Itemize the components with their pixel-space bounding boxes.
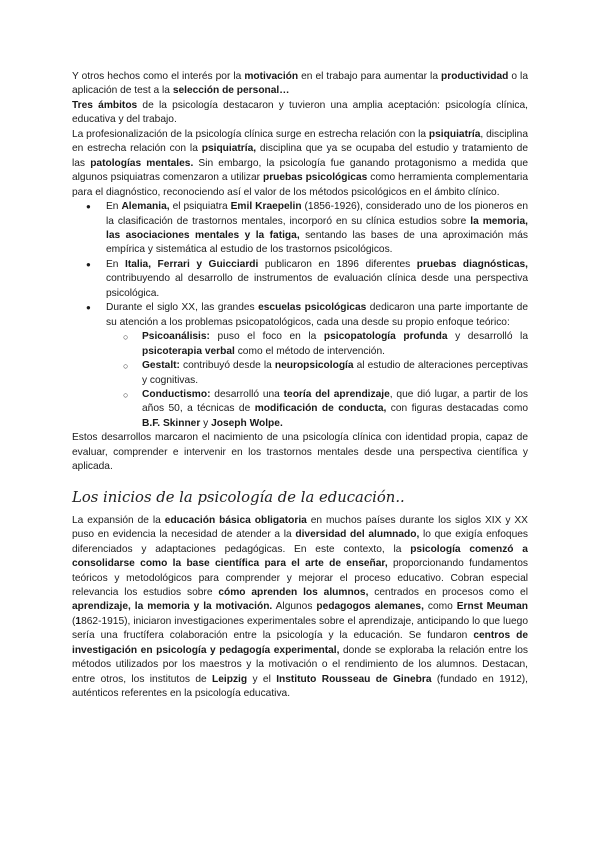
list-item-italy: ● En Italia, Ferrari y Guicciardi publicaron en 1896 diferentes pruebas diagnósticas, contribuyendo al desarrollo de instrumentos de evaluación clínica desde una perspectiva psicológica. — [72, 258, 528, 301]
paragraph-educational-psychology: La expansión de la educación básica obligatoria en muchos países durante los siglos XIX y XX puso en evidencia la necesidad de atender a la diversidad del alumnado, lo que exigía enfoques diferenciados y adaptaciones pedagógicas. En este contexto, la psicología comenzó a consolidarse como la base científica para el arte de enseñar, proporcionando fundamentos teóricos y metodológicos para comprender y mejorar el proceso educativo. Cobran especial relevancia los estudios sobre cómo aprenden los alumnos, centrados en procesos como el aprendizaje, la memoria y la motivación. Algunos pedagogos alemanes, como Ernst Meuman (1862-1915), iniciaron investigaciones experimentales sobre el aprendizaje, anticipando lo que luego sería una fructífera colaboración entre la psicología y la educación. Se fundaron centros de investigación en psicología y pedagogía experimental, donde se exploraba la relación entre los métodos utilizados por los maestros y la motivación o el rendimiento de los alumnos. Destacan, entre otros, los institutos de Leipzig y el Instituto Rousseau de Ginebra (fundado en 1912), auténticos referentes en la psicología educativa. — [72, 514, 529, 700]
sublist-item-psychoanalysis: ○ Psicoanálisis: puso el foco en la psicopatología profunda y desarrolló la psicoterapia verbal como el método de intervención. — [72, 330, 528, 359]
list-item-twentieth-century: ● Durante el siglo XX, las grandes escuelas psicológicas dedicaron una parte importante de su atención a los problemas psicopatológicos, cada una desde su propio enfoque teórico: — [72, 301, 528, 330]
section-heading: Los inicios de la psicología de la educación.. — [72, 488, 405, 506]
document-page — [72, 70, 528, 702]
paragraph-clinical-psychology: La profesionalización de la psicología clínica surge en estrecha relación con la psiquiatría, disciplina en estrecha relación con la psiquiatría, disciplina que ya se ocupaba del estudio y tratamiento de las patologías mentales. Sin embargo, la psicología fue ganando protagonismo a medida que algunos psiquiatras comenzaron a utilizar pruebas psicológicas como herramienta complementaria para el diagnóstico, reconociendo así el valor de los métodos psicológicos en el ámbito clínico. — [72, 128, 528, 198]
list-item-germany: ● En Alemania, el psiquiatra Emil Kraepelin (1856-1926), considerado uno de los pioneros en la clasificación de trastornos mentales, incorporó en su clínica estudios sobre la memoria, las asociaciones mentales y la fatiga, sentando las bases de una aproximación más empírica y sistemática al estudio de los trastornos psicológicos. — [72, 200, 528, 258]
paragraph-conclusion: Estos desarrollos marcaron el nacimiento de una psicología clínica con identidad propia, capaz de evaluar, comprender e intervenir en los trastornos mentales desde una perspectiva científica y aplicada. — [72, 432, 528, 473]
paragraph-three-areas: Tres ámbitos de la psicología destacaron y tuvieron una amplia aceptación: psicología clínica, educativa y del trabajo. — [72, 99, 528, 126]
sublist-item-gestalt: ○ Gestalt: contribuyó desde la neuropsicología al estudio de alteraciones perceptivas y cognitivas. — [72, 359, 528, 388]
sublist-item-behaviorism: ○ Conductismo: desarrolló una teoría del aprendizaje, que dió lugar, a partir de los años 50, a técnicas de modificación de conducta, con figuras destacadas como B.F. Skinner y Joseph Wolpe. — [72, 388, 528, 431]
bullet-list — [72, 200, 528, 431]
paragraph-intro: Y otros hechos como el interés por la motivación en el trabajo para aumentar la productividad o la aplicación de test a la selección de personal… — [72, 71, 528, 97]
